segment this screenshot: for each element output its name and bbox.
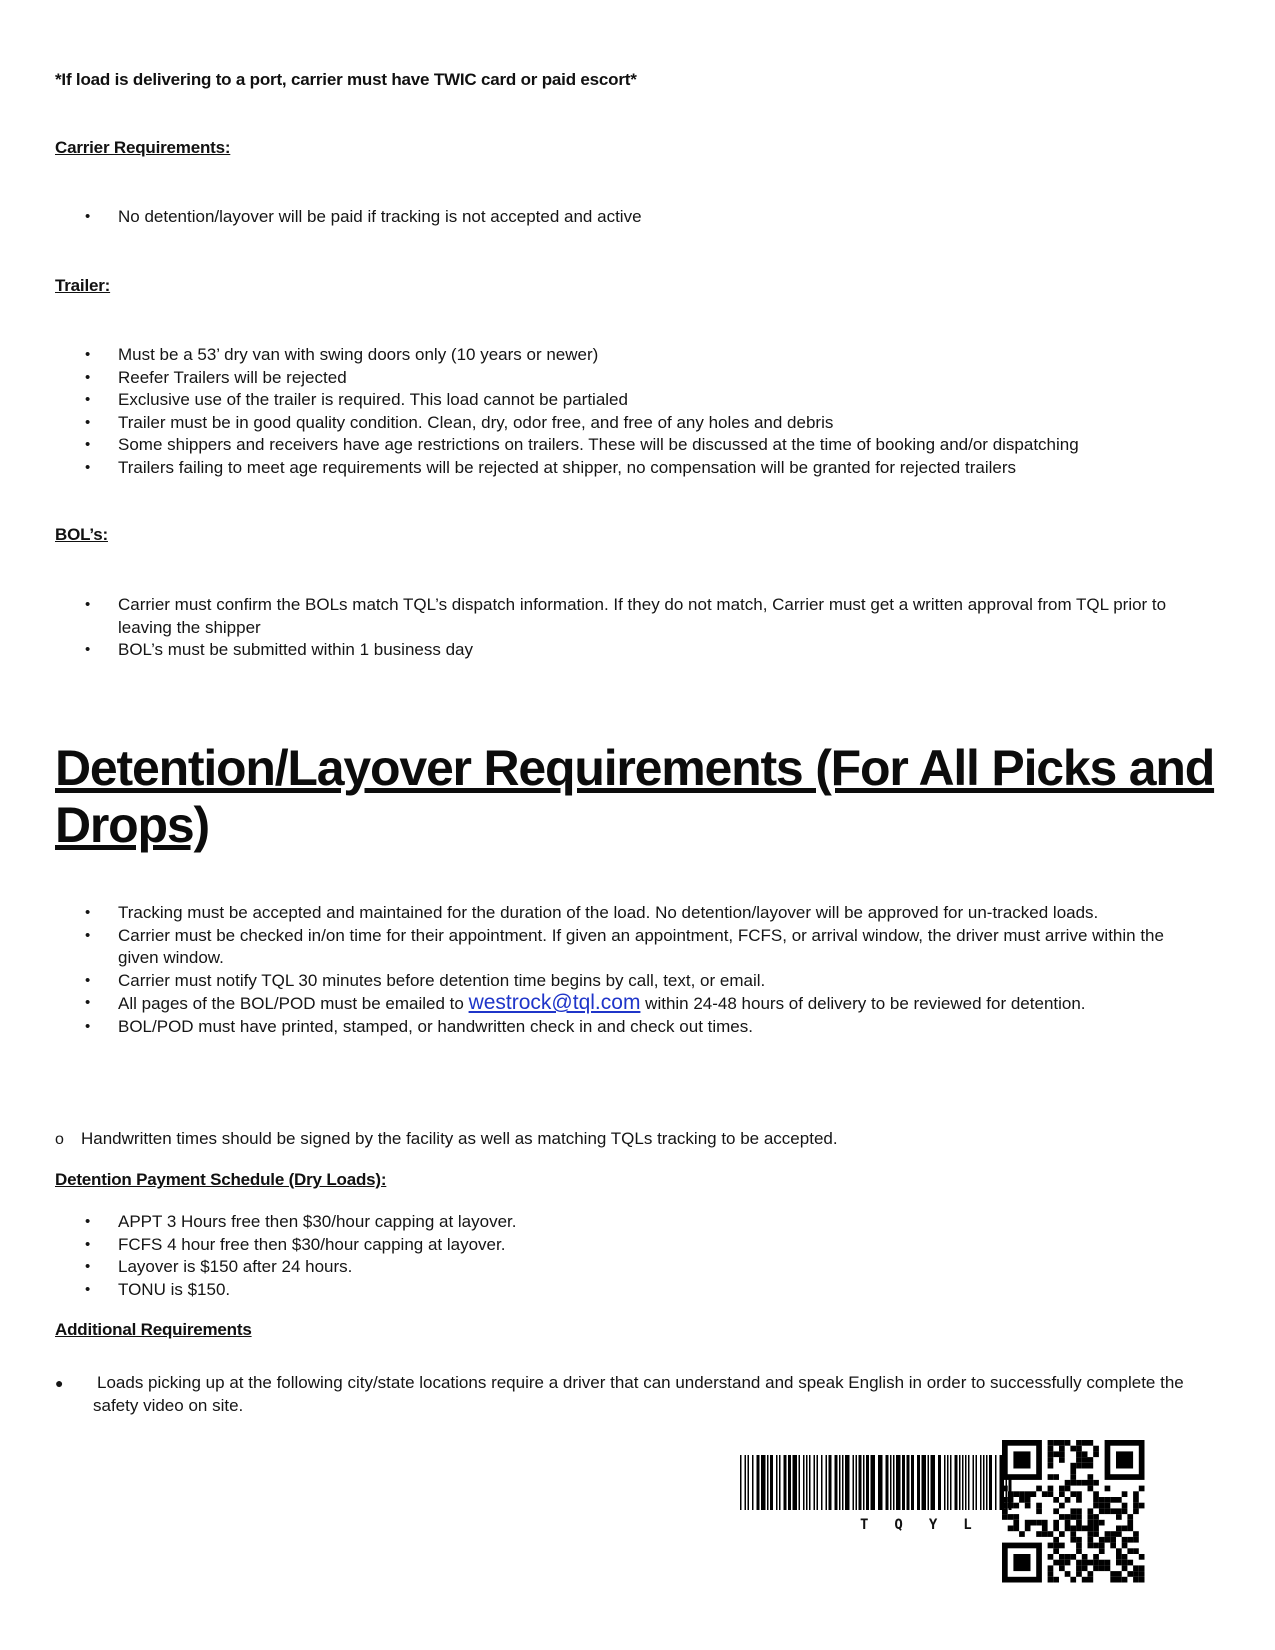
port-notice: *If load is delivering to a port, carrier must have TWIC card or paid escort* bbox=[55, 70, 637, 89]
additional-title: Additional Requirements bbox=[55, 1320, 252, 1339]
list-item: • Carrier must be checked in/on time for their appointment. If given an appointment, FCFS, or arrival window, the driver must arrive within the given window. bbox=[0, 925, 1200, 970]
trailer-list bbox=[0, 344, 1215, 479]
list-item: • Trailer must be in good quality condition. Clean, dry, odor free, and free of any holes and debris bbox=[0, 412, 1215, 435]
list-item: • BOL/POD must have printed, stamped, or handwritten check in and check out times. bbox=[0, 1016, 1200, 1039]
additional-list bbox=[55, 1372, 1215, 1417]
list-item: • Some shippers and receivers have age restrictions on trailers. These will be discussed at the time of booking and/or dispatching bbox=[0, 434, 1215, 457]
carrier-requirements-title: Carrier Requirements: bbox=[55, 138, 231, 157]
sub-item-text: Handwritten times should be signed by the facility as well as matching TQLs tracking to be accepted. bbox=[81, 1129, 838, 1148]
bol-title: BOL’s: bbox=[55, 525, 108, 544]
sub-bullet: o bbox=[55, 1131, 64, 1148]
list-item: • APPT 3 Hours free then $30/hour capping at layover. bbox=[0, 1211, 1215, 1234]
payment-list bbox=[0, 1211, 1215, 1301]
list-item: • Exclusive use of the trailer is required. This load cannot be partialed bbox=[0, 389, 1215, 412]
list-item: • Layover is $150 after 24 hours. bbox=[0, 1256, 1215, 1279]
email-text-before: All pages of the BOL/POD must be emailed to bbox=[118, 994, 469, 1013]
list-item: • FCFS 4 hour free then $30/hour capping at layover. bbox=[0, 1234, 1215, 1257]
list-bullet: ● bbox=[55, 1375, 64, 1391]
list-item: • Trailers failing to meet age requirements will be rejected at shipper, no compensation will be granted for rejected trailers bbox=[0, 457, 1215, 480]
detention-heading: Detention/Layover Requirements (For All Picks and Drops) bbox=[55, 740, 1215, 853]
trailer-title: Trailer: bbox=[55, 276, 111, 295]
bol-list bbox=[0, 594, 1190, 662]
sub-item bbox=[55, 1129, 838, 1149]
payment-title: Detention Payment Schedule (Dry Loads): bbox=[55, 1170, 387, 1189]
carrier-requirements-list bbox=[0, 206, 1215, 229]
detention-list bbox=[0, 902, 1200, 1038]
list-item-email bbox=[0, 992, 1200, 1016]
list-item: • No detention/layover will be paid if tracking is not accepted and active bbox=[0, 206, 1215, 229]
barcode-label: TQYL bbox=[860, 1517, 998, 1533]
email-text-after: within 24-48 hours of delivery to be reviewed for detention. bbox=[640, 994, 1086, 1013]
list-item: • Carrier must notify TQL 30 minutes before detention time begins by call, text, or email. bbox=[0, 970, 1200, 993]
list-item: Loads picking up at the following city/state locations require a driver that can understand and speak English in order to successfully complete the safety video on site. bbox=[93, 1373, 1184, 1415]
email-link[interactable]: westrock@tql.com bbox=[468, 991, 641, 1014]
list-item: • BOL’s must be submitted within 1 business day bbox=[0, 639, 1190, 662]
barcode-icon bbox=[740, 1455, 1012, 1510]
list-item: • Must be a 53’ dry van with swing doors only (10 years or newer) bbox=[0, 344, 1215, 367]
list-item: • Tracking must be accepted and maintained for the duration of the load. No detention/layover will be approved for un-tracked loads. bbox=[0, 902, 1200, 925]
list-item: • Carrier must confirm the BOLs match TQL’s dispatch information. If they do not match, Carrier must get a written approval from TQL prior to leaving the shipper bbox=[0, 594, 1190, 639]
qr-code-icon bbox=[1002, 1440, 1145, 1583]
list-item: • TONU is $150. bbox=[0, 1279, 1215, 1302]
list-item: • Reefer Trailers will be rejected bbox=[0, 367, 1215, 390]
